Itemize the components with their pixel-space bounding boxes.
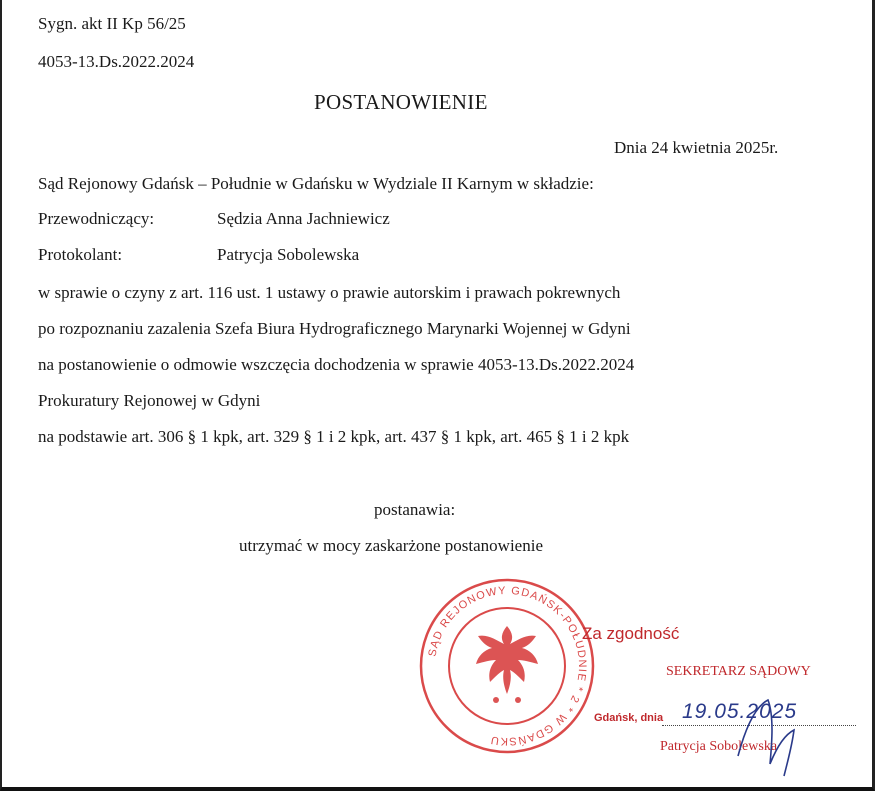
signatory-name: Patrycja Sobolewska <box>660 739 778 754</box>
svg-text:SĄD REJONOWY GDAŃSK-POŁUDNIE *: SĄD REJONOWY GDAŃSK-POŁUDNIE * 2 * W GDAŃSKU <box>426 584 589 748</box>
conformity-label: Za zgodność <box>582 624 680 643</box>
court-seal-stamp <box>416 576 598 756</box>
body-line: Prokuratury Rejonowej w Gdyni <box>38 391 261 410</box>
body-line: na postanowienie o odmowie wszczęcia dochodzenia w sprawie 4053-13.Ds.2022.2024 <box>38 355 635 374</box>
body-line: po rozpoznaniu zazalenia Szefa Biura Hydrograficznego Marynarki Wojennej w Gdyni <box>38 319 631 338</box>
case-reference: 4053-13.Ds.2022.2024 <box>38 52 195 71</box>
recorder-name: Patrycja Sobolewska <box>217 245 360 264</box>
decision-label: postanawia: <box>374 500 456 519</box>
handwritten-date: 19.05.2025 <box>682 700 798 723</box>
presiding-role: Przewodniczący: <box>38 209 155 228</box>
eagle-emblem-icon <box>476 626 538 703</box>
place-date-prefix: Gdańsk, dnia <box>594 712 664 724</box>
decision-text: utrzymać w mocy zaskarżone postanowienie <box>239 536 543 555</box>
case-signature: Sygn. akt II Kp 56/25 <box>38 14 186 33</box>
handwritten-signature <box>726 686 816 786</box>
body-line: w sprawie o czyny z art. 116 ust. 1 ustawy o prawie autorskim i prawach pokrewnych <box>38 283 621 302</box>
body-line: na podstawie art. 306 § 1 kpk, art. 329 § 1 i 2 kpk, art. 437 § 1 kpk, art. 465 § 1 i 2 kpk <box>38 427 630 446</box>
court-line: Sąd Rejonowy Gdańsk – Południe w Gdańsku w Wydziale II Karnym w składzie: <box>38 174 594 193</box>
document-date: Dnia 24 kwietnia 2025r. <box>614 138 779 157</box>
presiding-name: Sędzia Anna Jachniewicz <box>217 209 390 228</box>
secretary-position: SEKRETARZ SĄDOWY <box>666 664 811 679</box>
document-title: POSTANOWIENIE <box>314 90 488 114</box>
recorder-role: Protokolant: <box>38 245 123 264</box>
